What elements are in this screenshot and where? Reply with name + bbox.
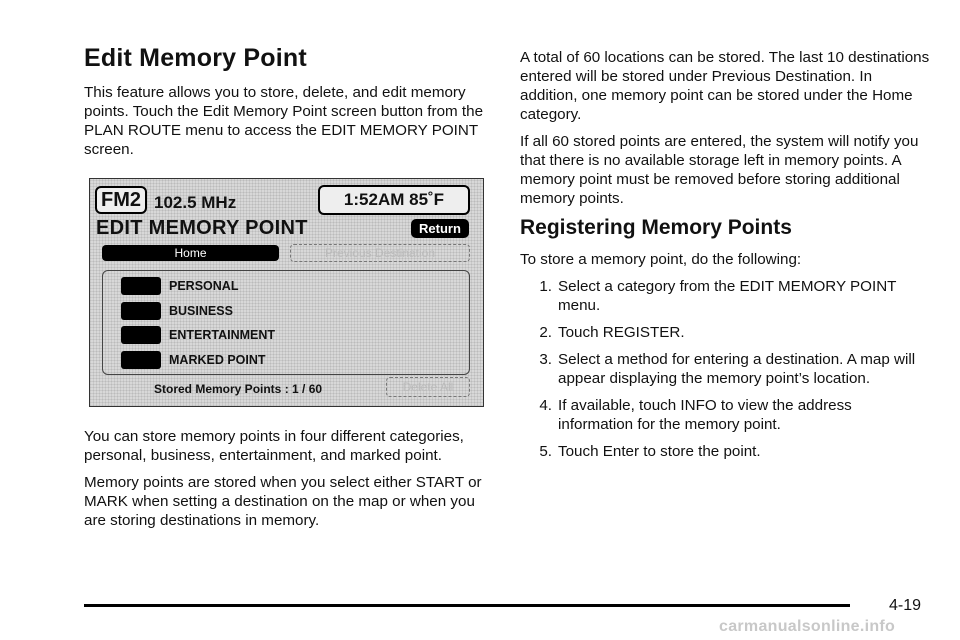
step-number: 2. <box>539 324 552 341</box>
section-heading: Registering Memory Points <box>520 216 792 239</box>
step-number: 5. <box>539 443 552 460</box>
footer-rule <box>84 604 850 607</box>
frequency-display: 102.5 MHz <box>154 193 237 212</box>
band-button[interactable]: FM2 <box>95 186 147 214</box>
list-item <box>520 277 930 315</box>
list-item <box>520 442 930 461</box>
category-list <box>102 270 470 375</box>
list-item <box>520 396 930 434</box>
category-button[interactable] <box>121 277 161 295</box>
left-lower-text <box>84 427 494 538</box>
category-marked-point[interactable] <box>121 351 441 369</box>
full-paragraph: If all 60 stored points are entered, the system will notify you that there is no available storage left in memory points. A memory point must be removed before storing additional memory points. <box>520 133 919 207</box>
categories-paragraph: You can store memory points in four different categories, personal, business, entertainment, and marked point. <box>84 428 464 464</box>
total-paragraph: A total of 60 locations can be stored. The last 10 destinations entered will be stored under Previous Destination. In addition, one memory point can be stored under the Home category. <box>520 49 930 123</box>
steps-list <box>520 277 930 461</box>
stored-count: Stored Memory Points : 1 / 60 <box>154 382 323 396</box>
category-business[interactable] <box>121 302 441 320</box>
category-label: MARKED POINT <box>169 353 266 367</box>
steps-intro: To store a memory point, do the following: <box>520 251 802 268</box>
step-number: 3. <box>539 351 552 368</box>
edit-memory-point-screen <box>89 178 484 407</box>
tab-previous-destination[interactable]: Previous Destination <box>290 244 470 262</box>
category-label: BUSINESS <box>169 304 233 318</box>
category-button[interactable] <box>121 302 161 320</box>
page-title: Edit Memory Point <box>84 44 307 72</box>
step-number: 4. <box>539 397 552 414</box>
category-label: ENTERTAINMENT <box>169 328 276 342</box>
list-item <box>520 323 930 342</box>
step-text: Select a method for entering a destination. A map will appear displaying the memory point’s location. <box>558 351 916 387</box>
left-column <box>84 44 494 167</box>
delete-all-button[interactable]: Delete All <box>386 377 470 397</box>
right-column <box>520 48 930 469</box>
category-button[interactable] <box>121 351 161 369</box>
screen-title: EDIT MEMORY POINT <box>96 217 308 239</box>
category-button[interactable] <box>121 326 161 344</box>
tab-home[interactable]: Home <box>102 245 279 261</box>
clock-display: 1:52AM 85˚F <box>318 185 470 215</box>
intro-paragraph: This feature allows you to store, delete, and edit memory points. Touch the Edit Memory Point screen button from the PLAN ROUTE menu to access the EDIT MEMORY POINT screen. <box>84 84 484 158</box>
step-text: Touch Enter to store the point. <box>558 443 761 460</box>
page-number: 4-19 <box>889 597 922 614</box>
step-text: Select a category from the EDIT MEMORY POINT menu. <box>558 278 897 314</box>
step-text: If available, touch INFO to view the address information for the memory point. <box>558 397 852 433</box>
return-button[interactable]: Return <box>411 219 469 238</box>
category-label: PERSONAL <box>169 279 239 293</box>
category-entertainment[interactable] <box>121 326 441 344</box>
step-text: Touch REGISTER. <box>558 324 685 341</box>
list-item <box>520 350 930 388</box>
stored-paragraph: Memory points are stored when you select either START or MARK when setting a destination on the map or when you are storing destinations in memory. <box>84 474 482 529</box>
step-number: 1. <box>539 278 552 295</box>
category-personal[interactable] <box>121 277 441 295</box>
watermark: carmanualsonline.info <box>719 618 896 635</box>
